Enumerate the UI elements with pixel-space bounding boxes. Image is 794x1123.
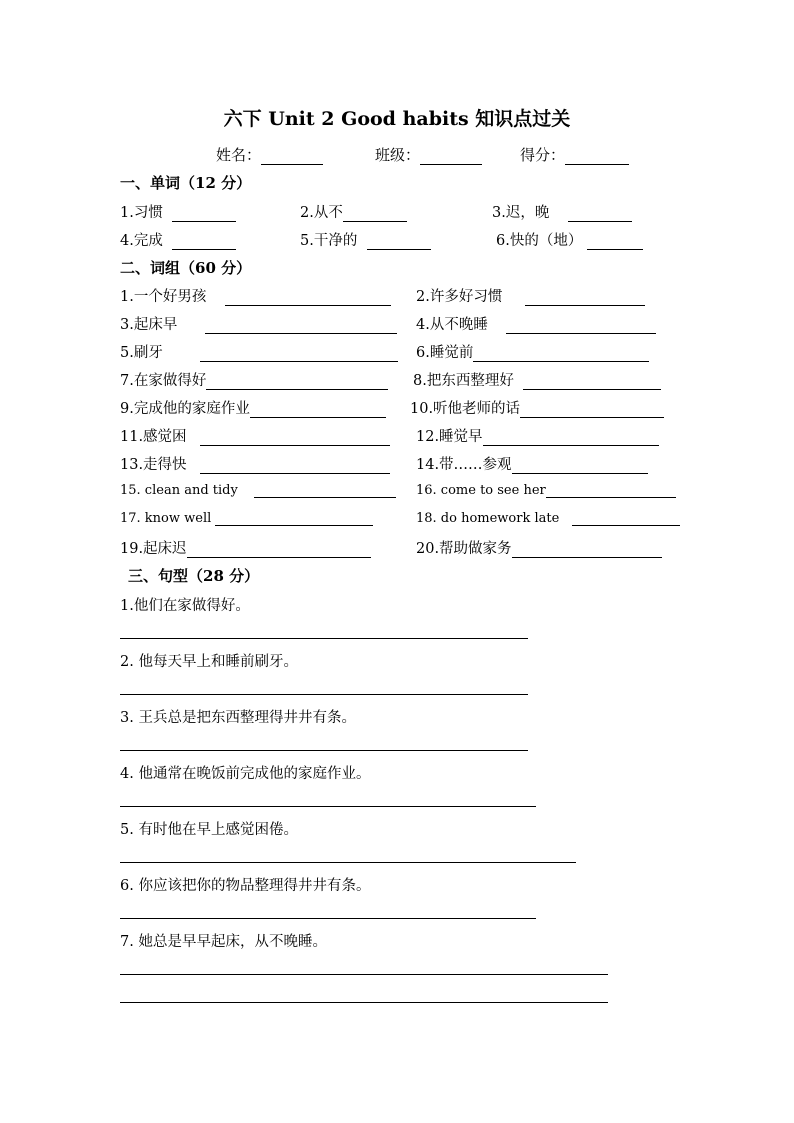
answer-blank[interactable] [572, 510, 680, 526]
sentence-prompt: 5. 有时他在早上感觉困倦。 [120, 822, 298, 838]
answer-line[interactable] [120, 750, 528, 751]
class-blank[interactable] [420, 149, 482, 165]
word-item: 3.迟，晚 [492, 201, 632, 222]
name-blank[interactable] [261, 149, 323, 165]
phrase-item: 19.起床迟 [120, 537, 371, 558]
phrase-item: 17. know well [120, 510, 373, 526]
phrase-item: 11.感觉困 [120, 425, 390, 446]
score-blank[interactable] [565, 149, 629, 165]
answer-blank[interactable] [525, 290, 645, 306]
answer-blank[interactable] [254, 482, 396, 498]
phrase-item: 20.帮助做家务 [416, 537, 662, 558]
answer-line[interactable] [120, 806, 536, 807]
answer-blank[interactable] [523, 374, 661, 390]
answer-blank[interactable] [473, 346, 649, 362]
answer-blank[interactable] [200, 458, 390, 474]
phrase-item: 14.带……参观 [416, 453, 648, 474]
name-label: 姓名： [216, 146, 262, 164]
phrase-item: 18. do homework late [416, 510, 680, 526]
answer-line[interactable] [120, 918, 536, 919]
phrase-item: 9.完成他的家庭作业 [120, 397, 386, 418]
phrase-item: 16. come to see her [416, 482, 676, 498]
answer-blank[interactable] [506, 318, 656, 334]
class-field [375, 144, 482, 165]
score-label: 得分： [520, 146, 566, 164]
sentence-prompt: 2. 他每天早上和睡前刷牙。 [120, 654, 298, 670]
phrase-item: 15. clean and tidy [120, 482, 396, 498]
answer-blank[interactable] [483, 430, 659, 446]
phrase-item: 12.睡觉早 [416, 425, 659, 446]
answer-blank[interactable] [250, 402, 386, 418]
phrase-item: 10.听他老师的话 [410, 397, 664, 418]
word-item: 5.干净的 [300, 229, 431, 250]
answer-blank[interactable] [512, 458, 648, 474]
sentence-prompt: 7. 她总是早早起床，从不晚睡。 [120, 934, 327, 950]
section-sentences-title: 三、句型（28 分） [128, 567, 260, 585]
word-item: 4.完成 [120, 229, 236, 250]
score-field [520, 144, 629, 165]
section-words-title: 一、单词（12 分） [120, 174, 252, 192]
answer-blank[interactable] [512, 542, 662, 558]
answer-blank[interactable] [200, 346, 398, 362]
answer-blank[interactable] [587, 234, 643, 250]
class-label: 班级： [375, 146, 421, 164]
phrase-item: 4.从不晚睡 [416, 313, 656, 334]
answer-blank[interactable] [206, 374, 388, 390]
page-title: 六下 Unit 2 Good habits 知识点过关 [223, 108, 571, 130]
answer-blank[interactable] [215, 510, 373, 526]
phrase-item: 13.走得快 [120, 453, 390, 474]
answer-blank[interactable] [520, 402, 664, 418]
section-phrases-title: 二、词组（60 分） [120, 259, 252, 277]
word-item: 2.从不 [300, 201, 407, 222]
sentence-prompt: 1.他们在家做得好。 [120, 598, 250, 614]
answer-line[interactable] [120, 1002, 608, 1003]
answer-line[interactable] [120, 694, 528, 695]
phrase-item: 2.许多好习惯 [416, 285, 645, 306]
sentence-prompt: 4. 他通常在晚饭前完成他的家庭作业。 [120, 766, 371, 782]
answer-blank[interactable] [546, 482, 676, 498]
answer-blank[interactable] [187, 542, 371, 558]
word-item: 6.快的（地） [496, 229, 643, 250]
answer-blank[interactable] [367, 234, 431, 250]
phrase-item: 3.起床早 [120, 313, 397, 334]
sentence-prompt: 3. 王兵总是把东西整理得井井有条。 [120, 710, 356, 726]
phrase-item: 1.一个好男孩 [120, 285, 391, 306]
word-item: 1.习惯 [120, 201, 236, 222]
phrase-item: 6.睡觉前 [416, 341, 649, 362]
answer-line[interactable] [120, 974, 608, 975]
answer-blank[interactable] [200, 430, 390, 446]
answer-line[interactable] [120, 862, 576, 863]
answer-blank[interactable] [343, 206, 407, 222]
phrase-item: 7.在家做得好 [120, 369, 388, 390]
answer-blank[interactable] [172, 234, 236, 250]
answer-blank[interactable] [225, 290, 391, 306]
phrase-item: 8.把东西整理好 [413, 369, 661, 390]
answer-blank[interactable] [568, 206, 632, 222]
name-field [216, 144, 323, 165]
sentence-prompt: 6. 你应该把你的物品整理得井井有条。 [120, 878, 371, 894]
answer-blank[interactable] [205, 318, 397, 334]
answer-blank[interactable] [172, 206, 236, 222]
phrase-item: 5.刷牙 [120, 341, 398, 362]
answer-line[interactable] [120, 638, 528, 639]
